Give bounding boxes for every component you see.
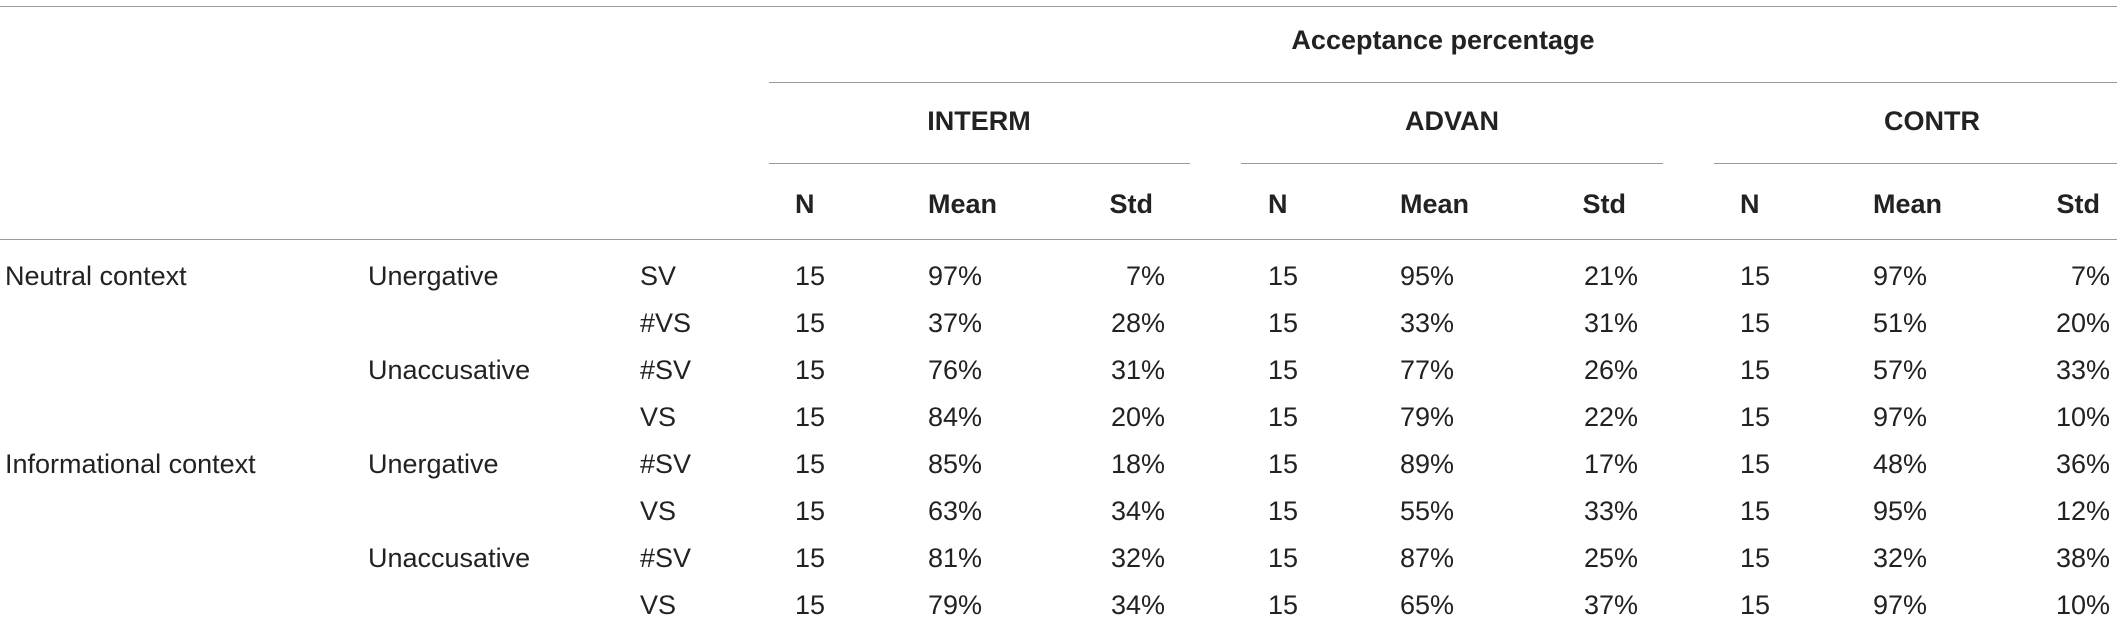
contr-n-cell: 15	[1740, 449, 1771, 479]
interm-mean-cell: 84%	[928, 402, 983, 432]
interm-n-cell: 15	[795, 543, 826, 573]
subcol-mean-advan: Mean	[1400, 189, 1470, 219]
group-header-contr: CONTR	[1884, 106, 1980, 136]
contr-std-cell: 7%	[2070, 261, 2110, 291]
interm-n-cell: 15	[795, 496, 826, 526]
interm-std-cell: 34%	[1110, 496, 1165, 526]
advan-rule	[1241, 163, 1663, 164]
interm-n-cell: 15	[795, 261, 826, 291]
subcol-n-contr: N	[1740, 189, 1760, 219]
subcol-std-contr: Std	[2056, 189, 2100, 219]
contr-std-cell: 38%	[2055, 543, 2110, 573]
advan-n-cell: 15	[1268, 355, 1299, 385]
advan-n-cell: 15	[1268, 308, 1299, 338]
advan-n-cell: 15	[1268, 402, 1299, 432]
contr-mean-cell: 57%	[1873, 355, 1928, 385]
contr-mean-cell: 95%	[1873, 496, 1928, 526]
contr-std-cell: 10%	[2055, 590, 2110, 620]
interm-n-cell: 15	[795, 402, 826, 432]
verb-type-cell: Unergative	[368, 261, 499, 291]
contr-n-cell: 15	[1740, 590, 1771, 620]
contr-rule	[1714, 163, 2117, 164]
verb-type-cell: Unaccusative	[368, 355, 531, 385]
context-cell: Neutral context	[5, 261, 187, 291]
contr-n-cell: 15	[1740, 543, 1771, 573]
advan-std-cell: 37%	[1583, 590, 1638, 620]
contr-std-cell: 20%	[2055, 308, 2110, 338]
interm-mean-cell: 85%	[928, 449, 983, 479]
interm-mean-cell: 97%	[928, 261, 983, 291]
interm-std-cell: 20%	[1110, 402, 1165, 432]
advan-mean-cell: 87%	[1400, 543, 1455, 573]
word-order-cell: #VS	[640, 308, 692, 338]
interm-n-cell: 15	[795, 308, 826, 338]
contr-n-cell: 15	[1740, 261, 1771, 291]
advan-mean-cell: 89%	[1400, 449, 1455, 479]
advan-std-cell: 25%	[1583, 543, 1638, 573]
interm-std-cell: 28%	[1110, 308, 1165, 338]
word-order-cell: VS	[640, 402, 677, 432]
interm-mean-cell: 81%	[928, 543, 983, 573]
word-order-cell: VS	[640, 496, 677, 526]
advan-n-cell: 15	[1268, 449, 1299, 479]
advan-mean-cell: 65%	[1400, 590, 1455, 620]
advan-std-cell: 17%	[1583, 449, 1638, 479]
subcol-std-interm: Std	[1109, 189, 1153, 219]
interm-rule	[769, 163, 1190, 164]
contr-mean-cell: 97%	[1873, 261, 1928, 291]
contr-n-cell: 15	[1740, 496, 1771, 526]
advan-n-cell: 15	[1268, 590, 1299, 620]
advan-std-cell: 31%	[1583, 308, 1638, 338]
interm-n-cell: 15	[795, 355, 826, 385]
contr-std-cell: 33%	[2055, 355, 2110, 385]
advan-mean-cell: 95%	[1400, 261, 1455, 291]
interm-mean-cell: 63%	[928, 496, 983, 526]
word-order-cell: VS	[640, 590, 677, 620]
group-header-interm: INTERM	[927, 106, 1031, 136]
verb-type-cell: Unergative	[368, 449, 499, 479]
word-order-cell: #SV	[640, 449, 692, 479]
contr-std-cell: 36%	[2055, 449, 2110, 479]
advan-n-cell: 15	[1268, 543, 1299, 573]
advan-n-cell: 15	[1268, 496, 1299, 526]
interm-std-cell: 34%	[1110, 590, 1165, 620]
interm-mean-cell: 79%	[928, 590, 983, 620]
subcol-mean-contr: Mean	[1873, 189, 1943, 219]
advan-std-cell: 33%	[1583, 496, 1638, 526]
advan-std-cell: 22%	[1583, 402, 1638, 432]
advan-mean-cell: 33%	[1400, 308, 1455, 338]
contr-std-cell: 12%	[2055, 496, 2110, 526]
contr-std-cell: 10%	[2055, 402, 2110, 432]
verb-type-cell: Unaccusative	[368, 543, 531, 573]
acceptance-percentage-header: Acceptance percentage	[1291, 25, 1595, 55]
contr-n-cell: 15	[1740, 355, 1771, 385]
contr-mean-cell: 97%	[1873, 590, 1928, 620]
advan-mean-cell: 55%	[1400, 496, 1455, 526]
advan-std-cell: 21%	[1583, 261, 1638, 291]
contr-mean-cell: 48%	[1873, 449, 1928, 479]
contr-mean-cell: 32%	[1873, 543, 1928, 573]
contr-n-cell: 15	[1740, 308, 1771, 338]
header-rule	[0, 239, 2117, 240]
interm-std-cell: 32%	[1110, 543, 1165, 573]
interm-n-cell: 15	[795, 590, 826, 620]
acceptance-rule	[769, 82, 2117, 83]
contr-mean-cell: 97%	[1873, 402, 1928, 432]
interm-n-cell: 15	[795, 449, 826, 479]
contr-n-cell: 15	[1740, 402, 1771, 432]
advan-n-cell: 15	[1268, 261, 1299, 291]
interm-std-cell: 7%	[1125, 261, 1165, 291]
interm-std-cell: 18%	[1110, 449, 1165, 479]
context-cell: Informational context	[5, 449, 256, 479]
top-rule	[0, 6, 2117, 7]
group-header-advan: ADVAN	[1405, 106, 1499, 136]
interm-mean-cell: 76%	[928, 355, 983, 385]
subcol-std-advan: Std	[1582, 189, 1626, 219]
advan-std-cell: 26%	[1583, 355, 1638, 385]
subcol-n-advan: N	[1268, 189, 1288, 219]
contr-mean-cell: 51%	[1873, 308, 1928, 338]
word-order-cell: #SV	[640, 355, 692, 385]
subcol-mean-interm: Mean	[928, 189, 998, 219]
subcol-n-interm: N	[795, 189, 815, 219]
advan-mean-cell: 77%	[1400, 355, 1455, 385]
word-order-cell: SV	[640, 261, 677, 291]
interm-mean-cell: 37%	[928, 308, 983, 338]
advan-mean-cell: 79%	[1400, 402, 1455, 432]
interm-std-cell: 31%	[1110, 355, 1165, 385]
word-order-cell: #SV	[640, 543, 692, 573]
